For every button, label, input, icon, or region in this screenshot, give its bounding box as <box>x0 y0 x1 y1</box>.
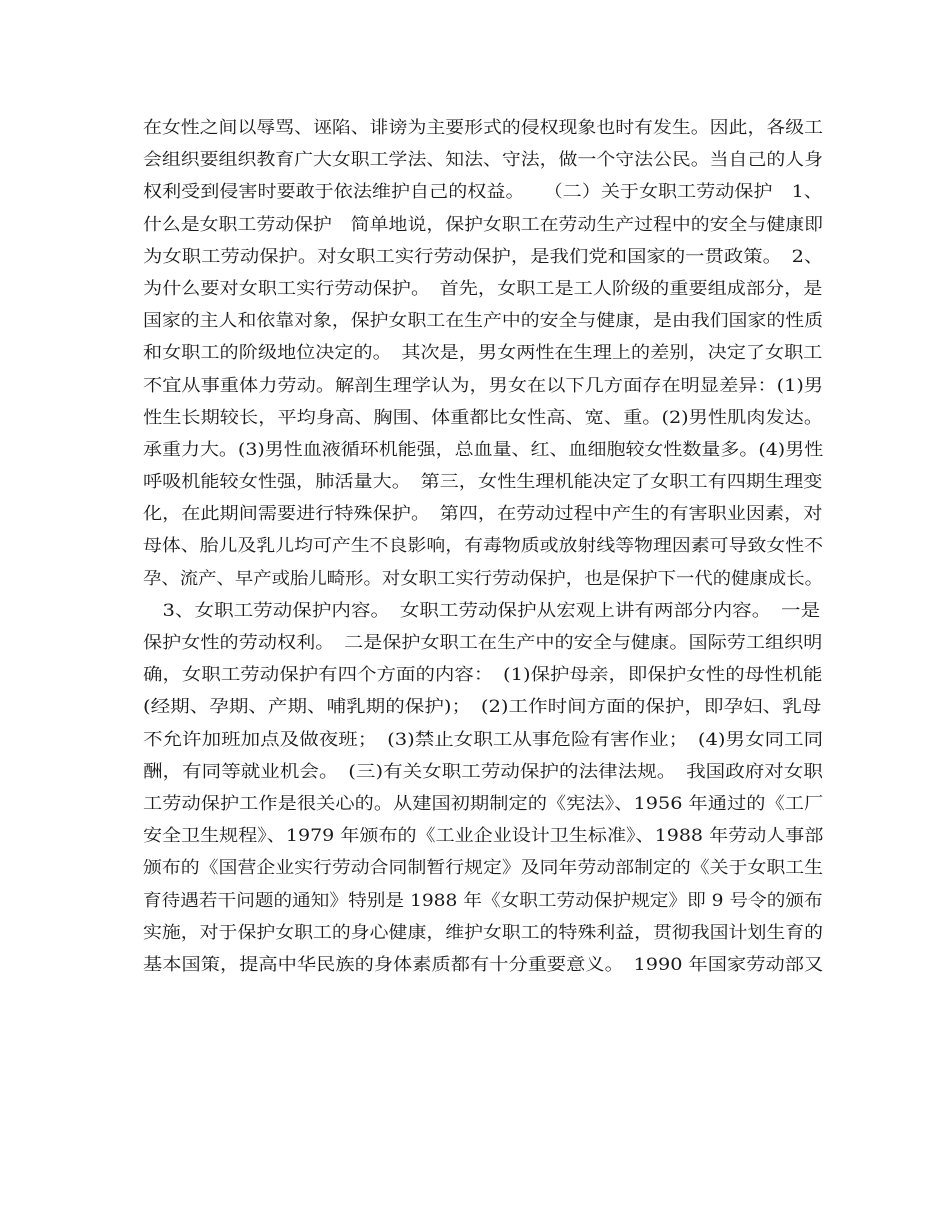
text-line: 母体、胎儿及乳儿均可产生不良影响，有毒物质或放射线等物理因素可导致女性不 <box>143 536 824 557</box>
text-line: 安全卫生规程》、1979 年颁布的《工业企业设计卫生标准》、1988 年劳动人事部 <box>143 826 823 847</box>
text-line: 育待遇若干问题的通知》特别是 1988 年《女职工劳动保护规定》即 9 号令的颁布 <box>143 890 823 911</box>
text-line: 孕、流产、早产或胎儿畸形。对女职工实行劳动保护，也是保护下一代的健康成长。 <box>143 568 823 589</box>
text-line: 化，在此期间需要进行特殊保护。 第四，在劳动过程中产生的有害职业因素，对 <box>143 504 823 525</box>
text-line: 为什么要对女职工实行劳动保护。 首先，女职工是工人阶级的重要组成部分，是 <box>143 278 823 299</box>
text-line: 不宜从事重体力劳动。解剖生理学认为，男女在以下几方面存在明显差异：(1)男 <box>143 375 823 396</box>
text-line: 为女职工劳动保护。对女职工实行劳动保护，是我们党和国家的一贯政策。 2、 <box>143 246 823 267</box>
text-line: (经期、孕期、产期、哺乳期的保护)； (2)工作时间方面的保护，即孕妇、乳母 <box>143 697 822 718</box>
text-line: 在女性之间以辱骂、诬陷、诽谤为主要形式的侵权现象也时有发生。因此，各级工 <box>143 118 824 138</box>
text-line: 权利受到侵害时要敢于依法维护自己的权益。 （二）关于女职工劳动保护 1、 <box>143 182 823 203</box>
text-line: 酬，有同等就业机会。 (三)有关女职工劳动保护的法律法规。 我国政府对女职 <box>143 761 823 782</box>
text-line: 什么是女职工劳动保护 简单地说，保护女职工在劳动生产过程中的安全与健康即 <box>143 214 824 235</box>
text-line: 会组织要组织教育广大女职工学法、知法、守法，做一个守法公民。当自己的人身 <box>143 150 824 171</box>
text-line: 和女职工的阶级地位决定的。 其次是，男女两性在生理上的差别，决定了女职工 <box>143 343 823 364</box>
text-line: 确，女职工劳动保护有四个方面的内容： (1)保护母亲，即保护女性的母性机能 <box>143 665 823 686</box>
text-line: 保护女性的劳动权利。 二是保护女职工在生产中的安全与健康。国际劳工组织明 <box>143 633 823 653</box>
text-line: 基本国策，提高中华民族的身体素质都有十分重要意义。 1990 年国家劳动部又 <box>143 954 823 975</box>
body-text <box>143 112 823 981</box>
text-line: 性生长期较长，平均身高、胸围、体重都比女性高、宽、重。(2)男性肌肉发达。 <box>143 407 823 428</box>
text-line: 实施，对于保护女职工的身心健康，维护女职工的特殊利益，贯彻我国计划生育的 <box>143 922 824 943</box>
text-line: 工劳动保护工作是很关心的。从建国初期制定的《宪法》、1956 年通过的《工厂 <box>143 793 823 814</box>
text-line: 呼吸机能较女性强，肺活量大。 第三，女性生理机能决定了女职工有四期生理变 <box>143 472 823 493</box>
text-line: 不允许加班加点及做夜班； (3)禁止女职工从事危险有害作业； (4)男女同工同 <box>143 729 823 750</box>
text-line: 承重力大。(3)男性血液循环机能强，总血量、红、血细胞较女性数量多。(4)男性 <box>143 439 823 460</box>
text-line: 国家的主人和依靠对象，保护女职工在生产中的安全与健康，是由我们国家的性质 <box>143 311 824 332</box>
text-line: 颁布的《国营企业实行劳动合同制暂行规定》及同年劳动部制定的《关于女职工生 <box>143 858 824 879</box>
text-line: 3、女职工劳动保护内容。 女职工劳动保护从宏观上讲有两部分内容。 一是 <box>143 600 821 621</box>
